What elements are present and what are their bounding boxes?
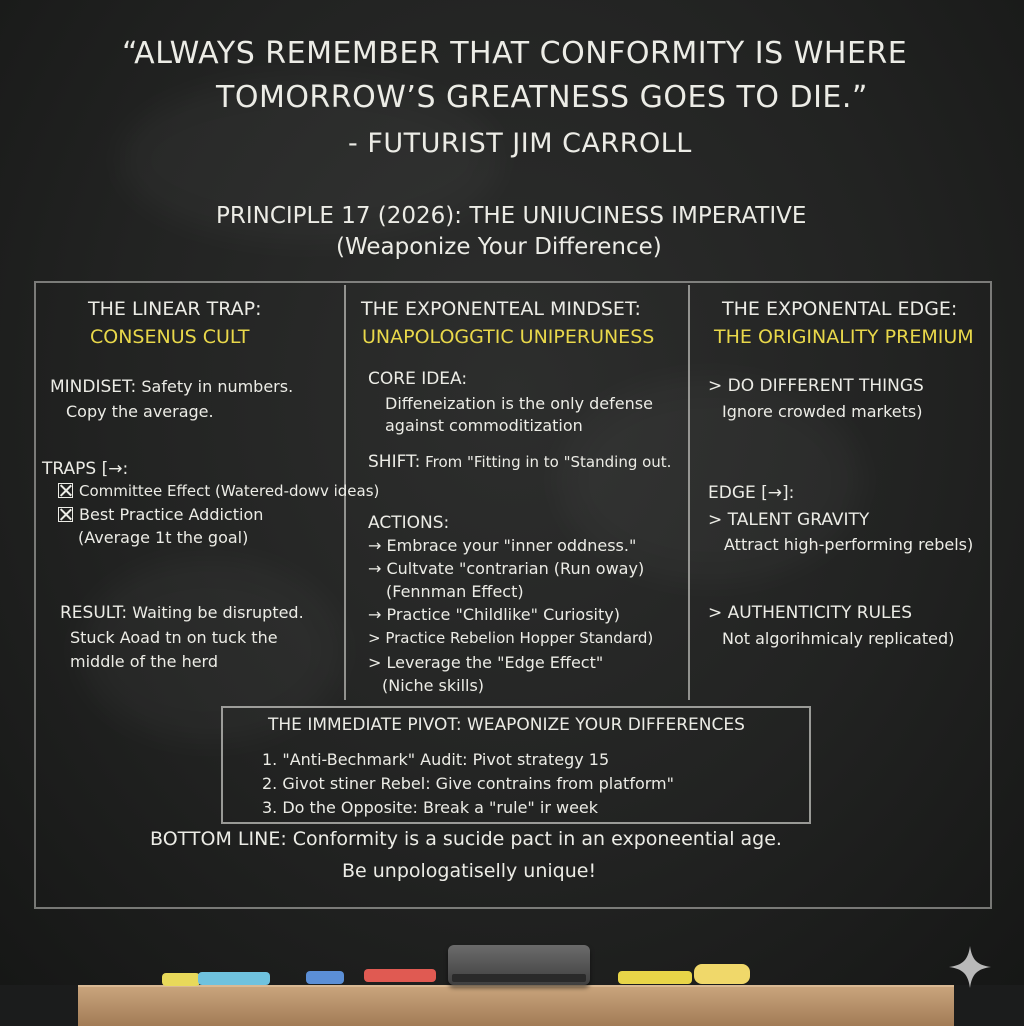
quote-line-2: TOMORROW’S GREATNESS GOES TO DIE.”: [216, 80, 868, 115]
col2-actions-label: ACTIONS:: [368, 513, 450, 533]
col2-core-label: CORE IDEA:: [368, 369, 468, 389]
chalk-dark-blue: [306, 971, 344, 984]
chalkboard-eraser: [448, 945, 590, 985]
quote-line-1: “ALWAYS REMEMBER THAT CONFORMITY IS WHERE: [122, 36, 908, 71]
col1-result-text2: Stuck Aoad tn on tuck the: [70, 628, 278, 647]
bottom-line: BOTTOM LINE: Conformity is a sucide pact in an exponeential age.: [150, 828, 782, 850]
col2-action-3: → Practice "Childlike" Curiosity): [368, 605, 620, 624]
col2-action-2: → Cultvate "contrarian (Run oway): [368, 559, 645, 578]
col1-traps-label: TRAPS [→:: [42, 459, 129, 479]
col2-heading: THE EXPONENTEAL MINDSET:: [361, 298, 641, 320]
principle-subtitle: (Weaponize Your Difference): [336, 234, 662, 260]
quote-attribution: - FUTURIST JIM CARROLL: [348, 128, 692, 159]
col3-subheading: THE ORIGINALITY PREMIUM: [714, 326, 974, 348]
column-divider-2: [688, 285, 690, 700]
pivot-title: THE IMMEDIATE PIVOT: WEAPONIZE YOUR DIFFERENCES: [268, 715, 745, 735]
pivot-step-2: 2. Givot stiner Rebel: Give contrains from platform": [262, 774, 674, 793]
col1-result-text3: middle of the herd: [70, 652, 219, 671]
col1-result: RESULT: Waiting be disrupted.: [60, 603, 304, 623]
col1-mindset: MINDISET: Safety in numbers.: [50, 377, 294, 397]
bottom-line-2: Be unpologatiselly unique!: [342, 860, 597, 882]
col2-core-text1: Diffeneization is the only defense: [385, 394, 653, 413]
col2-action-2-sub: (Fennman Effect): [386, 582, 524, 601]
col3-item-3-title: > AUTHENTICITY RULES: [708, 603, 913, 623]
chalk-yellow-2: [618, 971, 692, 984]
col1-trap-1: Committee Effect (Watered-dowv ideas): [58, 482, 379, 500]
checkbox-x-icon: [58, 507, 73, 522]
pivot-step-3: 3. Do the Opposite: Break a "rule" ir week: [262, 798, 599, 817]
col1-trap-2-sub: (Average 1t the goal): [78, 528, 249, 547]
principle-title: PRINCIPLE 17 (2026): THE UNIUCINESS IMPERATIVE: [216, 203, 807, 229]
col3-item-1-text: Ignore crowded markets): [722, 402, 923, 421]
chalk-blue: [198, 972, 270, 985]
col2-action-1: → Embrace your "inner oddness.": [368, 536, 637, 555]
checkbox-x-icon: [58, 483, 73, 498]
chalk-ledge: [78, 985, 954, 1026]
col1-subheading: CONSENUS CULT: [90, 326, 250, 348]
col3-item-2-text: Attract high-performing rebels): [724, 535, 974, 554]
col2-action-4: > Practice Rebelion Hopper Standard): [368, 629, 654, 647]
col3-heading: THE EXPONENTAL EDGE:: [722, 298, 958, 320]
pivot-step-1: 1. "Anti-Bechmark" Audit: Pivot strategy 15: [262, 750, 610, 769]
col3-item-2-title: > TALENT GRAVITY: [708, 510, 870, 530]
col3-edge-label: EDGE [→]:: [708, 483, 795, 503]
col3-item-3-text: Not algorihmicaly replicated): [722, 629, 955, 648]
col2-subheading: UNAPOLOGGTIC UNIPERUNESS: [362, 326, 655, 348]
col1-trap-2: Best Practice Addiction: [58, 505, 263, 524]
col2-core-text2: against commoditization: [385, 416, 583, 435]
col1-mindset-text2: Copy the average.: [66, 402, 214, 421]
col2-shift: SHIFT: From "Fitting in to "Standing out.: [368, 452, 672, 472]
chalk-yellow: [162, 973, 200, 986]
col1-heading: THE LINEAR TRAP:: [88, 298, 262, 320]
col3-item-1-title: > DO DIFFERENT THINGS: [708, 376, 924, 396]
chalk-red: [364, 969, 436, 982]
col2-action-5: > Leverage the "Edge Effect": [368, 653, 604, 672]
col2-action-5-sub: (Niche skills): [382, 676, 485, 695]
chalk-yellow-thick: [694, 964, 750, 984]
sparkle-icon: [947, 944, 993, 990]
